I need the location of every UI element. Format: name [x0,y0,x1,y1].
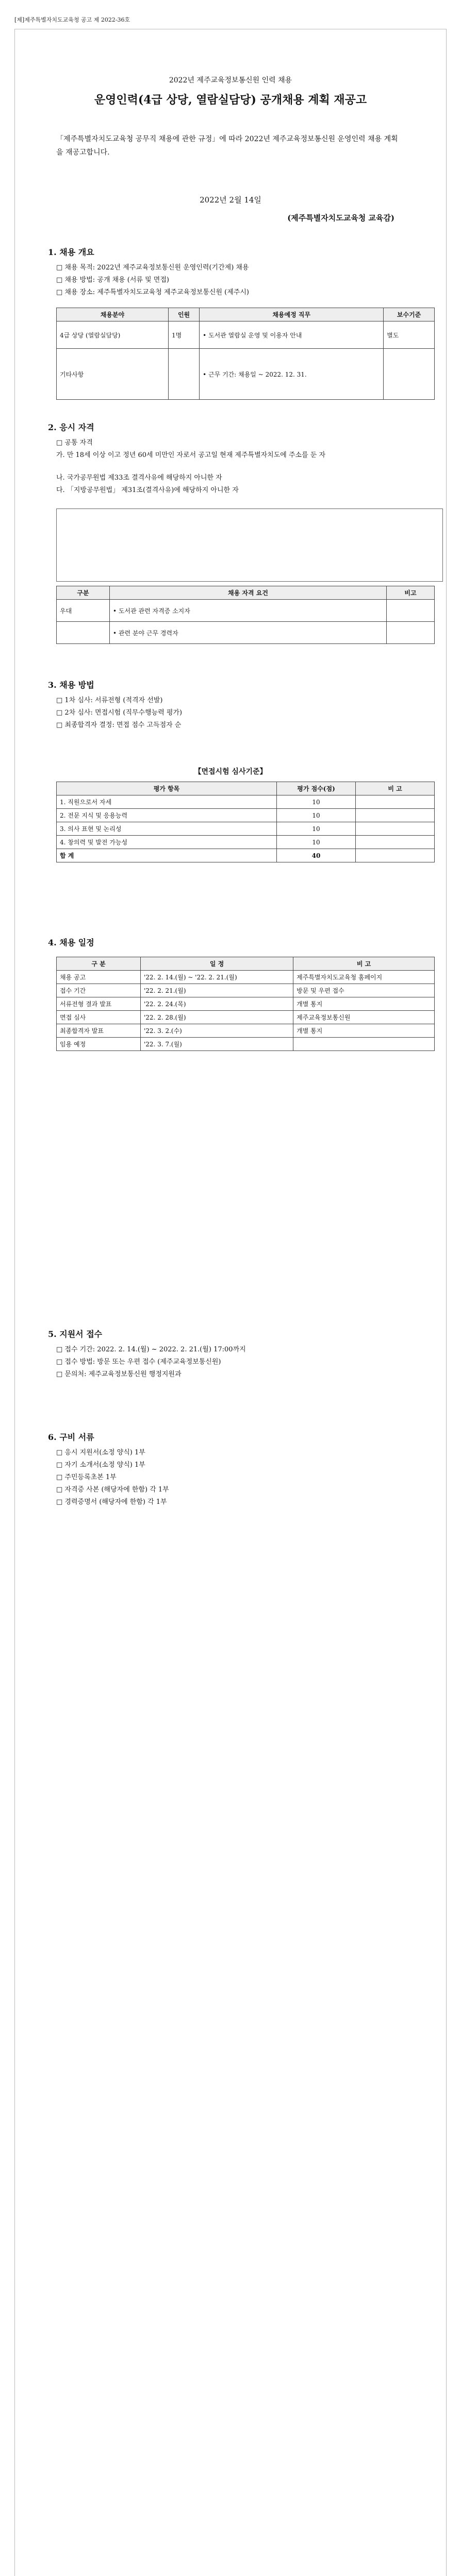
section-2-line-2: 가. 만 18세 이상 이고 정년 60세 미만인 자로서 공고일 현재 제주특별자치도에 주소를 둔 자 [56,451,326,459]
table-header: 비 고 [356,782,435,795]
table-header: 채용 자격 요건 [110,586,387,600]
schedule-table [56,957,435,1051]
table-cell: 1. 직원으로서 자세 [57,795,277,809]
section-1-line-1: □ 채용 목적: 2022년 제주교육정보통신원 운영인력(기간제) 채용 [56,264,249,272]
table-cell [293,1038,435,1051]
table-row [57,622,435,644]
table-cell [356,822,435,836]
table-cell: • 도서관 열람실 운영 및 이용자 안내 [200,321,384,349]
table-header: 인원 [168,308,199,321]
table-header: 보수기준 [384,308,435,321]
document-title: 운영인력(4급 상당, 열람실담당) 공개채용 계획 재공고 [94,93,367,107]
table-cell: 채용 공고 [57,971,141,984]
section-5-line-2: □ 접수 방법: 방문 또는 우편 접수 (제주교육정보통신원) [56,1358,221,1366]
table-row [57,795,435,809]
table-cell [168,349,199,400]
table-row [57,809,435,822]
interview-criteria-caption: 【면접시험 심사기준】 [194,768,267,776]
table-cell: 개별 통지 [293,997,435,1011]
qualification-table [56,586,435,644]
table-cell: '22. 2. 28.(월) [141,1011,293,1024]
table-header: 구 분 [57,957,141,971]
table-cell: 접수 기간 [57,984,141,997]
table-row [57,1024,435,1038]
table-cell: '22. 2. 24.(목) [141,997,293,1011]
table-cell: '22. 3. 2.(수) [141,1024,293,1038]
document-frame [14,29,447,2576]
table-row [57,822,435,836]
table-cell: • 근무 기간: 채용일 ~ 2022. 12. 31. [200,349,384,400]
section-6-line-5: □ 경력증명서 (해당자에 한함) 각 1부 [56,1498,167,1506]
table-cell [387,622,435,644]
table-cell: 별도 [384,321,435,349]
section-4-title: 4. 채용 일정 [48,938,94,947]
table-cell [356,849,435,862]
document-organization: (제주특별자치도교육청 교육감) [287,213,394,223]
section-3-line-2: □ 2차 심사: 면접시험 (직무수행능력 평가) [56,709,183,717]
document-subtitle: 2022년 제주교육정보통신원 인력 채용 [169,76,292,84]
table-cell [57,622,110,644]
table-cell: 임용 예정 [57,1038,141,1051]
table-cell: 3. 의사 표현 및 논리성 [57,822,277,836]
table-cell: 10 [277,822,356,836]
table-header: 채용예정 직무 [200,308,384,321]
section-2-title: 2. 응시 자격 [48,422,94,432]
section-5-line-3: □ 문의처: 제주교육정보통신원 행정지원과 [56,1370,182,1378]
table-cell: 면접 심사 [57,1011,141,1024]
section-1-line-3: □ 채용 장소: 제주특별자치도교육청 제주교육정보통신원 (제주시) [56,289,249,296]
table-cell: 최종합격자 발표 [57,1024,141,1038]
table-row [57,836,435,849]
table-header: 일 정 [141,957,293,971]
section-6-line-4: □ 자격증 사본 (해당자에 한함) 각 1부 [56,1486,169,1494]
table-cell: 합 계 [57,849,277,862]
table-cell [356,836,435,849]
table-header: 비고 [387,586,435,600]
interview-criteria-table [56,782,435,862]
table-cell: '22. 2. 14.(월) ~ '22. 2. 21.(월) [141,971,293,984]
table-cell: 우대 [57,600,110,622]
table-cell: 4급 상당 (열람실담당) [57,321,169,349]
document-intro: 「제주특별자치도교육청 공무직 채용에 관한 규정」에 따라 2022년 제주교육정보통신원 운영인력 채용 계획을 재공고합니다. [56,135,398,157]
table-header: 채용분야 [57,308,169,321]
table-row [57,600,435,622]
section-3-title: 3. 채용 방법 [48,680,94,690]
recruitment-table [56,308,435,400]
table-cell: 제주특별자치도교육청 홈페이지 [293,971,435,984]
table-cell: 10 [277,836,356,849]
table-row [57,971,435,984]
table-cell [387,600,435,622]
section-2-line-1: □ 공통 자격 [56,439,93,447]
table-header: 비 고 [293,957,435,971]
table-cell: • 도서관 관련 자격증 소지자 [110,600,387,622]
table-cell: 방문 및 우편 접수 [293,984,435,997]
table-cell: • 관련 분야 근무 경력자 [110,622,387,644]
table-header: 구분 [57,586,110,600]
table-row [57,849,435,862]
table-cell [384,349,435,400]
section-2-line-4: 다. 「지방공무원법」 제31조(결격사유)에 해당하지 아니한 자 [56,486,239,494]
table-cell: 1명 [168,321,199,349]
table-header: 평가 항목 [57,782,277,795]
table-cell: 4. 창의력 및 발전 가능성 [57,836,277,849]
table-cell: 개별 통지 [293,1024,435,1038]
table-cell: 제주교육정보통신원 [293,1011,435,1024]
table-row [57,984,435,997]
section-6-line-1: □ 응시 지원서(소정 양식) 1부 [56,1449,145,1456]
table-row [57,1011,435,1024]
table-row [57,321,435,349]
table-row [57,349,435,400]
body-text-block [77,1523,384,2039]
section-1-line-2: □ 채용 방법: 공개 채용 (서류 및 면접) [56,276,169,284]
section-6-line-3: □ 주민등록초본 1부 [56,1473,117,1481]
document-reference: [제]제주특별자치도교육청 공고 제 2022-36호 [14,16,130,23]
table-cell [356,809,435,822]
table-row [57,1038,435,1051]
table-row [57,997,435,1011]
section-6-line-2: □ 자기 소개서(소정 양식) 1부 [56,1461,145,1469]
notice-box [56,509,443,582]
table-cell: 기타사항 [57,349,169,400]
section-2-line-3: 나. 국가공무원법 제33조 결격사유에 해당하지 아니한 자 [56,474,222,482]
table-cell: 10 [277,795,356,809]
table-cell: 40 [277,849,356,862]
document-date: 2022년 2월 14일 [200,195,261,205]
section-3-line-3: □ 최종합격자 결정: 면접 점수 고득점자 순 [56,721,182,729]
table-cell [356,795,435,809]
table-cell: 서류전형 결과 발표 [57,997,141,1011]
table-cell: 2. 전문 지식 및 응용능력 [57,809,277,822]
table-cell: '22. 2. 21.(월) [141,984,293,997]
section-5-title: 5. 지원서 접수 [48,1329,103,1339]
section-1-title: 1. 채용 개요 [48,247,94,257]
section-5-line-1: □ 접수 기간: 2022. 2. 14.(월) ~ 2022. 2. 21.(월) 17:00까지 [56,1346,246,1353]
table-header: 평가 점수(점) [277,782,356,795]
section-6-title: 6. 구비 서류 [48,1432,94,1442]
section-3-line-1: □ 1차 심사: 서류전형 (적격자 선발) [56,697,163,704]
table-cell: 10 [277,809,356,822]
table-cell: '22. 3. 7.(월) [141,1038,293,1051]
